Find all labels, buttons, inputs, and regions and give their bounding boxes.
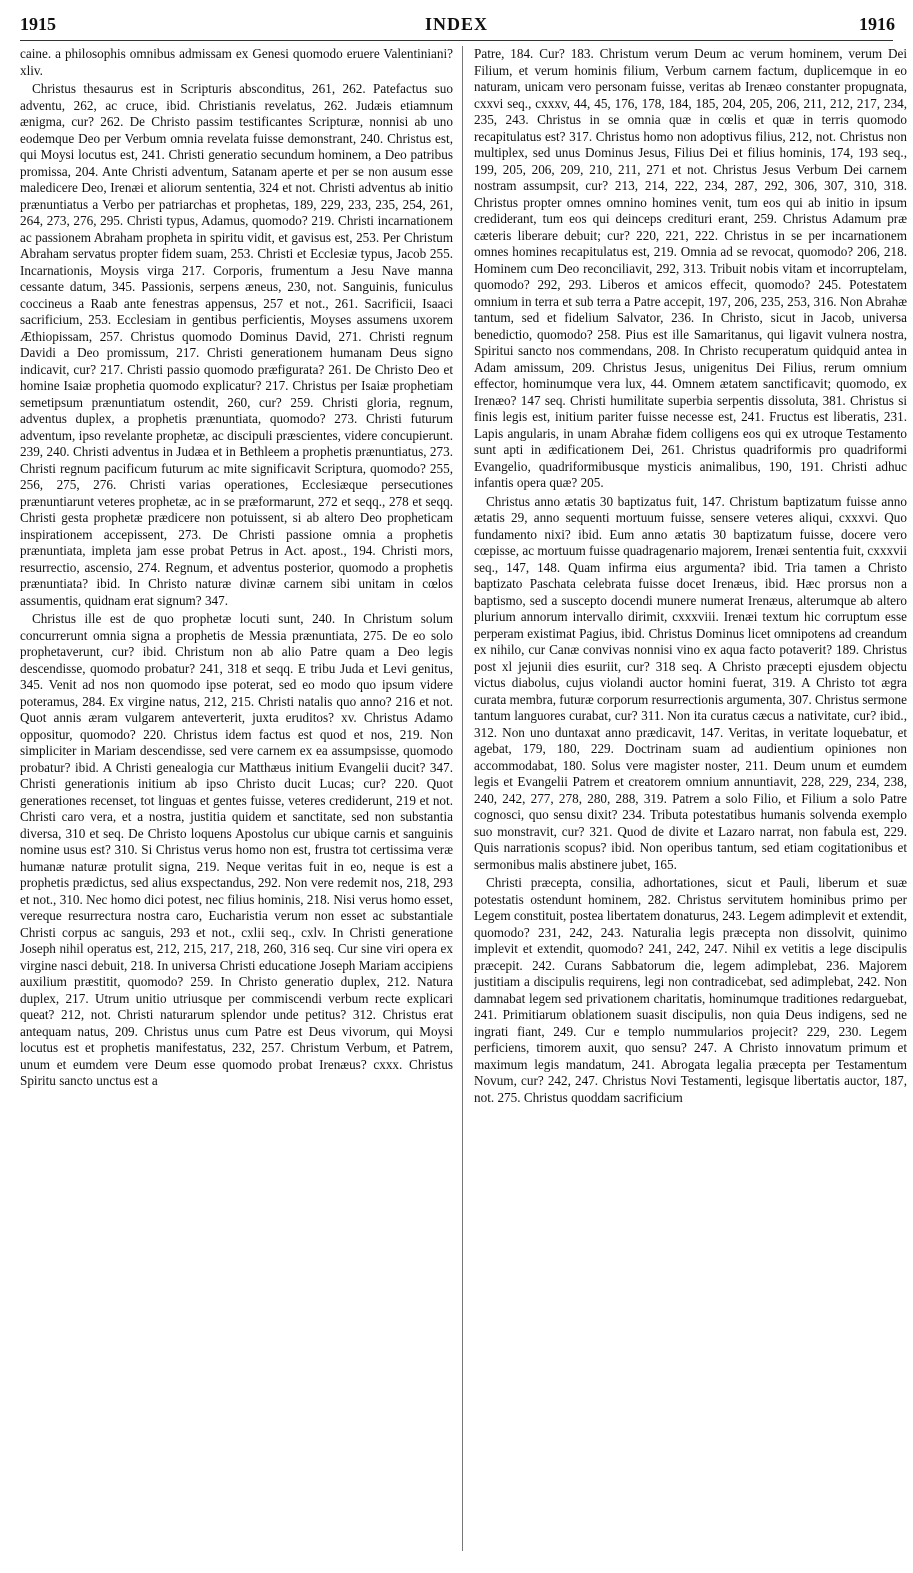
page-number-left: 1915 xyxy=(20,14,56,34)
header-rule xyxy=(20,40,893,41)
page-header xyxy=(0,0,913,40)
index-paragraph: Christus anno ætatis 30 baptizatus fuit, 147. Christum baptizatum fuisse anno ætatis 29, anno sequenti mortuum fuisse, sensere veteres aliqui, cxxxvi. Quo fundamento nixi? ibid. Eum anno ætatis 30 baptizatum fuisse, docere vero cœpisse, ac mortuum fuisse quadragenario majorem, Irenæi sententia fuit, cxxxvii seq., 147, 148. Quam infirma eius argumenta? ibid. Tria tamen a Christo baptizato Paschata celebrata fuisse docet Irenæus, ibid. Hæc prorsus non a baptismo, sed a suscepto docendi munere numerat Irenæus, alterumque ab altero plurium annorum intervallo dirimit, cxxxviii. Irenæi textum hic corruptum esse perperam existimat Pagius, ibid. Christus Dominus licet omnipotens ad creandum ex nihilo, cur Canæ convivas nonnisi vino ex aqua facto potaverit? 189. Christus post xl jejunii dies esuriit, cur? 318 seq. A Christo præcepti ejusdem objectu victus diabolus, cujus violandi auctor homini fuerat, 319. A Christo tot ægra curata membra, futuræ corporum resurrectionis argumenta, 307. Christus sermone tantum languores curabat, cur? 311. Non ita curatus cæcus a nativitate, cur? ibid., 312. Non uno duntaxat anno prædicavit, 147. Veritas, in veritate loquebatur, et agebat, 179, 180, 229. Doctrinam suam ad audientium opiniones non accommodabat, 180. Solus vere magister noster, 211. Deum unum et eumdem legis et Evangelii Patrem et creatorem omnium annuntiavit, 228, 229, 234, 238, 240, 242, 277, 278, 280, 288, 319. Patrem a solo Filio, et Filium a solo Patre cognosci, quo sensu dixit? 234. Tributa potestatibus humanis solvenda exemplo suo monstravit, cur? 321. Quod de divite et Lazaro narrat, non fabula est, 229. Quis narrationis scopus? ibid. Non operibus tantum, sed etiam cogitationibus et sermonibus malis abstinere jubet, 165. xyxy=(474,493,907,872)
index-paragraph: Christi præcepta, consilia, adhortationes, sicut et Pauli, liberum et suæ potestatis ostendunt hominem, 282. Christus servitutem hominibus primo per Legem constituit, postea libertatem donaturus, 243. Legem adimplevit et extendit, quomodo? 231, 242, 243. Naturalia legis præcepta non dissolvit, quinimo implevit et extendit, quomodo? 241, 242, 247. Nihil ex vetitis a lege discipulis præcepit. 242. Curans Sabbatorum die, legem adimplebat, 236. Majorem justitiam a discipulis requirens, legi non contradicebat, sed adimplebat, 242. Non damnabat legem sed privationem charitatis, hominumque traditiones redarguebat, 241. Primitiarum oblationem suasit discipulis, non quia Deus indigens, sed ne ingrati fiant, 249. Cur e templo nummularios projecit? 229, 230. Legem perficiens, timorem auxit, quo sensu? 247. A Christo innovatum primum et maximum legis mandatum, 241. Abrogata legalia præcepta per Testamentum Novum, cur? 242, 247. Christus Novi Testamenti, legisque libertatis auctor, 187, not. 275. Christus quoddam sacrificium xyxy=(474,875,907,1105)
left-column xyxy=(20,46,453,1556)
index-paragraph: Christus thesaurus est in Scripturis absconditus, 261, 262. Patefactus suo adventu, 262, ac cruce, ibid. Christianis revelatus, 262. Judæis etiamnum ænigma, cur? 262. De Christo passim testificantes Scripturæ, nonnisi ab uno eodemque Deo per Verbum omnia revelata fuisse demonstrant, 240. Christus est, qui Moysi locutus est, 241. Christi generatio secundum hominem, a Deo patribus promissa, 204. Ante Christi adventum, Satanam aperte et per se non ausum esse maledicere Deo, Irenæi et aliorum sententia, 324 et not. Christi adventus ab initio prænuntiatus a Verbo per patriarchas et prophetas, 189, 229, 233, 235, 254, 261, 264, 273, 276, 295. Christi typus, Adamus, quomodo? 219. Christi incarnationem ac passionem Abraham propheta in spiritu vidit, et gavisus est, 253. Per Christum Abraham servatus propter fidem suam, 253. Christi et Ecclesiæ typus, Jacob 255. Incarnationis, Moysis virga 217. Corporis, frumentum a Jesu Nave manna cessante datum, 345. Passionis, serpens æneus, 230, not. Sanguinis, funiculus coccineus a Raab ante fenestras appensus, 257 et not., 261. Sacrificii, Isaaci sacrificium, 253. Ecclesiam in gentibus perficientis, Moyses assumens uxorem Æthiopissam, 257. Christus quomodo Dominus David, 271. Christi regnum Davidi a Deo promissum, 217. Christi generationem humanam Deus signo indicavit, cur? 217. Christi passio quomodo præfigurata? 261. De Christo Deo et homine Isaiæ prophetia quomodo explicatur? 217. Christus per Isaiæ prophetiam semetipsum prænuntiatum ostendit, 260, cur? 259. Christi gloria, regnum, adventus duplex, a prophetis prænuntiata, quomodo? 273. Christi futurum adventum, ipso revelante prophetæ, ac discipuli præscientes, videre concupierunt. 239, 240. Christi adventus in Judæa et in Bethleem a prophetis prænuntiatus, 273. Christi regnum pacificum futurum ac mite significavit Scriptura, quomodo? 255, 256, 275, 276. Christi varias operationes, Ecclesiæque persecutiones prænuntiarunt veteres prophetæ, ac in se præformarunt, 272 et seqq., 278 et seqq. Christi gesta prophetæ prædicere non potuissent, si ab altero Deo propheticam inspirationem accepissent, 273. De Christi passione omnia a prophetis prænuntiata, impleta jam esse probat Petrus in Act. apost., 194. Christi mors, resurrectio, ascensio, 274. Regnum, et adventus posterior, quomodo a prophetis prænuntiata? ibid. In Christo naturæ divinæ carnem sibi unitam in cœlos assumentis, quidnam erat signum? 347. xyxy=(20,81,453,608)
column-separator xyxy=(462,46,463,1551)
index-paragraph: Christus ille est de quo prophetæ locuti sunt, 240. In Christum solum concurrerunt omnia signa a prophetis de Messia prænuntiata, 275. De eo solo prophetaverunt, cur? ibid. Christum non ab alio Patre quam a Deo legis descendisse, quomodo probatur? 241, 318 et seqq. E tribu Juda et Levi genitus, 345. Venit ad nos non quomodo ipse poterat, sed eo modo quo ipsum videre poteramus, 284. Ex virgine natus, 212, 215. Christi natalis quo anno? 216 et not. Quot annis æram vulgarem anteverterit, juxta eruditos? xv. Christus Adamo oppositur, quomodo? 220. Christus idem factus est quod et nos, 219. Non simpliciter in Mariam descendisse, sed vere carnem ex ea assumpsisse, quomodo probatur? ibid. A Christi genealogia cur Matthæus initium Evangelii ducit? 347. Christi generationis initium ab ipso Christo ducit Lucas; cur? 220. Quot generationes recenset, tot linguas et gentes fuisse, veteres crediderunt, 219 et not. Christi caro vera, et a nostra, justitia quidem et sanctitate, sed non substantia diversa, 310 et seq. De Christo loquens Apostolus cur ubique carnis et sanguinis nomine usus est? 310. Si Christus verus homo non est, frustra tot certissima veræ humanæ naturæ protulit signa, 219. Neque veritas fuit in eo, neque is est a prophetis prædictus, sed alius exspectandus, 292. Non vere redemit nos, 218, 293 et not., 310. Nec homo dici potest, nec filius hominis, 218. Nisi verus homo esset, vereque resurrectura nostra caro, Eucharistia verum non esset ac substantiale Christi corpus ac sanguis, 293 et not., cxlii seq., cxlv. In Christi generatione Joseph nihil operatus est, 212, 215, 217, 218, 260, 316 seq. Cur sine viri opera ex virgine nasci debuit, 218. In universa Christi educatione Joseph Mariam accipiens auxilium præstitit, quomodo? 259. In Christo generatio duplex, 212. Natura duplex, 217. Utrum unitio utriusque per commiscendi verbum recte explicari queat? 212, not. Christi naturarum splendor unde petitus? 312. Christus erat antequam natus, 209. Christus unus cum Patre est Deus vivorum, qui Moysi locutus est et prophetis manifestatus, 232, 257. Christum Verbum, et Patrem, unum et eumdem vere Deum esse quomodo probat Irenæus? cxxx. Christus Spiritu sancto unctus est a xyxy=(20,611,453,1088)
index-paragraph: caine. a philosophis omnibus admissam ex Genesi quomodo eruere Valentiniani? xliv. xyxy=(20,46,453,78)
page-number-right: 1916 xyxy=(859,14,895,34)
index-paragraph: Patre, 184. Cur? 183. Christum verum Deum ac verum hominem, verum Dei Filium, et verum hominis filium, Verbum carnem factum, duplicemque in eo naturam, unicam vero personam fuisse, veritas ab Irenæo constanter propugnata, cxxvi seq., cxxxv, 44, 45, 176, 178, 184, 185, 204, 205, 206, 211, 212, 217, 234, 235, 243. Christus in se omnia quæ in cœlis et quæ in terris quomodo recapitulatus est? 317. Christus homo non adoptivus filius, 212, not. Christus non multiplex, sed unus Dominus Jesus, Filius Dei et filius hominis, 174, 193 seq., 199, 205, 206, 209, 210, 211, 271 et not. Christus Jesus Verbum Dei carnem nostram assumpsit, cur? 213, 214, 222, 234, 287, 292, 306, 307, 310, 318. Christus propter omnes omnino homines venit, tum eos qui ab initio in ipsum crediderant, tum eos qui deinceps credituri erant, 259. Christus Adamum præ cæteris liberare debuit; cur? 220, 221, 222. Christus in se per incarnationem omnes homines recapitulatus est, 219. Omnia ad se revocat, quomodo? 206, 218. Hominem cum Deo reconciliavit, 292, 313. Tribuit nobis vitam et incorruptelam, quomodo? 292, 293. Liberos et amicos effecit, quomodo? 245. Potestatem omnium in terra et sub terra a Patre accepit, 197, 206, 235, 253, 316. Non Abrahæ tantum, sed et fidelium Salvator, 236. In Christo, sicut in Jacob, universa benedictio, quomodo? 258. Pius est ille Samaritanus, qui ligavit vulnera nostra, Spiritui sancto nos commendans, 208. In Christo recuperatum quidquid antea in Adam amissum, 209. Christus Jesus, unigenitus Dei Filius, rerum omnium effector, hominumque vera lux, 44. Omnem ætatem sanctificavit; quomodo, ex Irenæo? 147 seq. Christi humilitate superbia serpentis dissoluta, 381. Christus si finis legis est, initium pariter fuisse necesse est, 241. Fructus est liberatis, 231. Lapis angularis, in unam Abrahæ fidem colligens eos qui ex utroque Testamento sunt apti in ædificationem Dei, 261. Christus quadriformis pro quadriformi Evangelio, quadriformibusque mysticis animalibus, 190, 191. Christi adhuc infantis opera quæ? 205. xyxy=(474,46,907,490)
right-column xyxy=(474,46,907,1556)
page-title: INDEX xyxy=(424,14,488,34)
